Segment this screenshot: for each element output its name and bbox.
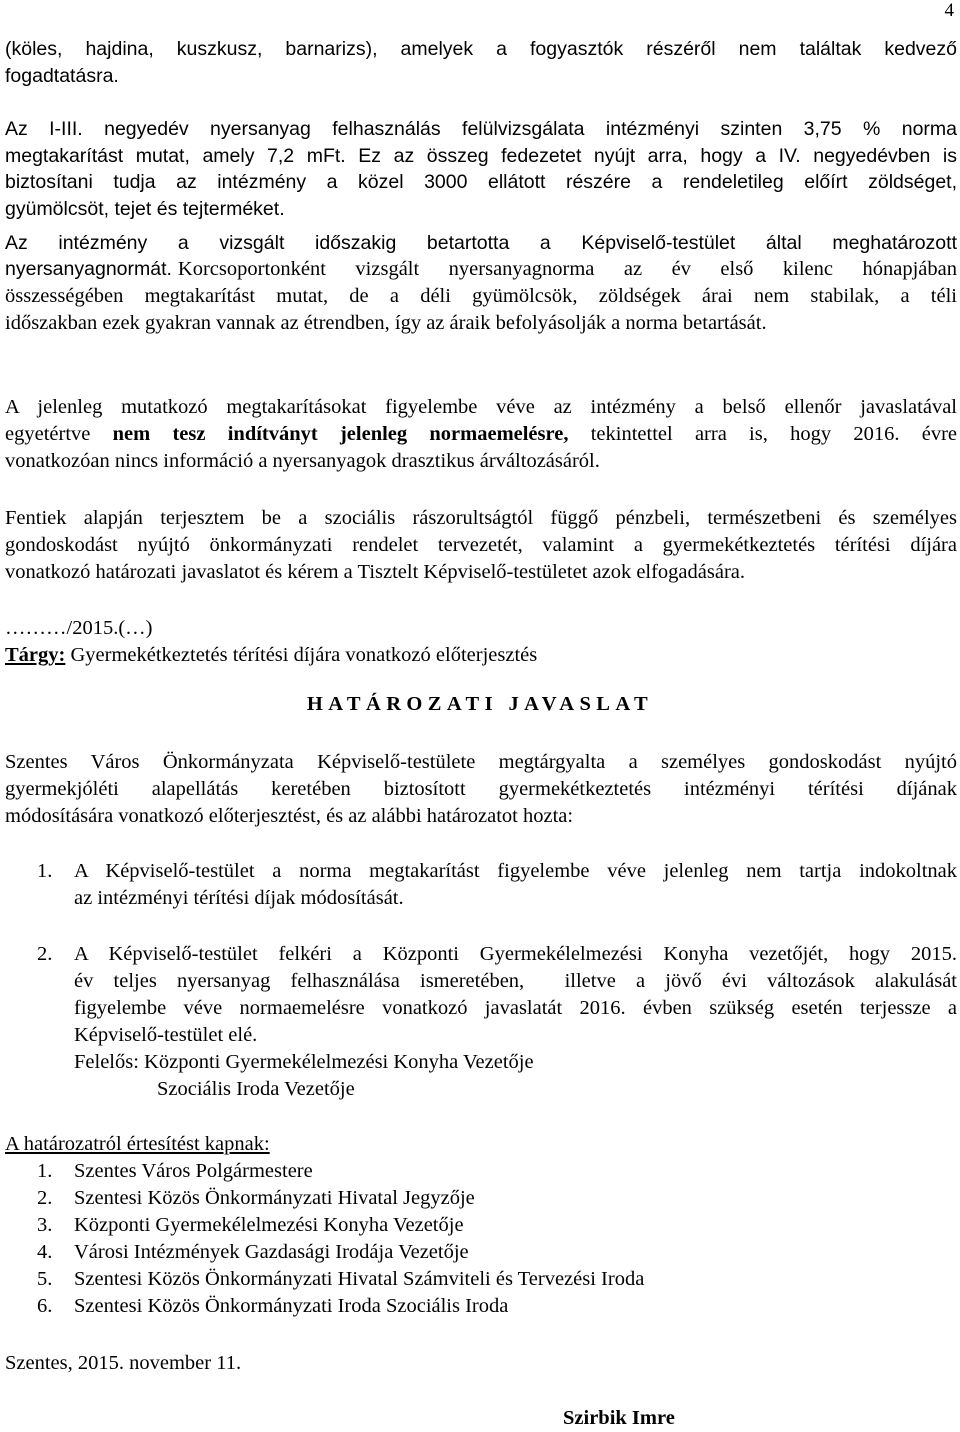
text-line: fogadtatásra. — [5, 64, 119, 87]
text-line: Szentes Város Önkormányzata Képviselő-testülete megtárgyalta a személyes gondoskodást nyújtó — [5, 751, 957, 773]
responsible-name: Központi Gyermekélelmezési Konyha Vezetője — [144, 1051, 534, 1073]
paragraph-1 — [5, 36, 957, 89]
text-line: figyelembe véve normaemelésre vonatkozó javaslatát 2016. évben szükség esetén terjessze a — [74, 997, 957, 1019]
item-number: 1. — [37, 860, 53, 882]
subject-line — [5, 642, 957, 669]
text-segment: egyetértve — [5, 423, 91, 445]
decision-item — [5, 941, 957, 1103]
text-line: A jelenleg mutatkozó megtakarításokat figyelembe véve az intézmény a belső ellenőr javaslatával — [5, 396, 957, 418]
recipient-name: Városi Intézmények Gazdasági Irodája Vezetője — [74, 1241, 469, 1263]
paragraph-3 — [5, 230, 957, 257]
text-line: az intézményi térítési díjak módosítását. — [74, 887, 404, 909]
recipient-item — [37, 1185, 475, 1212]
text-line: Az I-III. negyedév nyersanyag felhasználás felülvizsgálata intézményi szinten 3,75 % norma — [5, 118, 957, 140]
decision-item — [5, 858, 957, 912]
recipient-item — [37, 1266, 645, 1293]
text-line: megtakarítást mutat, amely 7,2 mFt. Ez az összeg fedezetet nyújt arra, hogy a IV. negyedévben is — [5, 144, 957, 167]
text-segment: tekintettel arra is, hogy 2016. évre — [590, 423, 958, 445]
resolution-number: ………/2015.(…) — [5, 617, 153, 639]
responsible-line — [74, 1049, 957, 1076]
item-number: 6. — [37, 1295, 53, 1317]
item-number: 5. — [37, 1268, 53, 1290]
recipients-heading-text: A határozatról értesítést kapnak: — [5, 1133, 270, 1155]
text-segment: nyersanyagnormát. — [5, 258, 172, 280]
recipient-name: Szentes Város Polgármestere — [74, 1160, 313, 1182]
item-number: 2. — [37, 943, 53, 965]
recipient-item — [37, 1212, 464, 1239]
recipient-name: Központi Gyermekélelmezési Konyha Vezetője — [74, 1214, 464, 1236]
text-line: Képviselő-testület elé. — [74, 1024, 258, 1046]
text-line: biztosítani tudja az intézmény a közel 3000 ellátott részére a rendeletileg előírt zöldséget, — [5, 171, 957, 194]
text-line: A Képviselő-testület felkéri a Központi Gyermekélelmezési Konyha vezetőjét, hogy 2015. — [74, 943, 957, 965]
document-title: HATÁROZATI JAVASLAT — [306, 693, 654, 715]
paragraph-3-line-2 — [5, 256, 957, 283]
text-line — [5, 421, 957, 448]
item-number: 4. — [37, 1241, 53, 1263]
text-line: (köles, hajdina, kuszkusz, barnarizs), amelyek a fogyasztók részéről nem találtak kedvező — [5, 38, 957, 60]
recipient-name: Szentesi Közös Önkormányzati Hivatal Számviteli és Tervezési Iroda — [74, 1268, 645, 1290]
subject-label: Tárgy: — [5, 644, 66, 666]
responsible-name-2: Szociális Iroda Vezetője — [157, 1078, 355, 1100]
item-number: 2. — [37, 1187, 53, 1209]
responsible-label: Felelős: — [74, 1051, 139, 1073]
recipient-item — [37, 1293, 509, 1320]
text-line: év teljes nyersanyag felhasználása ismeretében, illetve a jövő évi változások alakulását — [74, 970, 957, 992]
text-line: vonatkozó határozati javaslatot és kérem a Tisztelt Képviselő-testületet azok elfogadására. — [5, 561, 746, 583]
text-line: módosítására vonatkozó előterjesztést, és az alábbi határozatot hozta: — [5, 805, 574, 827]
bold-statement: nem tesz indítványt jelenleg normaemelésre, — [112, 423, 569, 445]
recipient-name: Szentesi Közös Önkormányzati Hivatal Jegyzője — [74, 1187, 475, 1209]
paragraph-4 — [5, 394, 957, 475]
text-line: A Képviselő-testület a norma megtakarítást figyelembe véve jelenleg nem tartja indokoltnak — [74, 860, 957, 882]
text-line: gyermekjóléti alapellátás keretében biztosított gyermekétkeztetés intézményi térítési díjának — [5, 778, 957, 800]
text-line: időszakban ezek gyakran vannak az étrendben, így az áraik befolyásolják a norma betartását. — [5, 312, 767, 334]
signature-name: Szirbik Imre — [563, 1407, 675, 1429]
text-line: gyümölcsöt, tejet és tejterméket. — [5, 197, 285, 220]
recipients-heading — [5, 1131, 957, 1158]
recipient-item — [37, 1158, 313, 1185]
recipient-item — [37, 1239, 469, 1266]
paragraph-5 — [5, 505, 957, 586]
text-line: vonatkozóan nincs információ a nyersanyagok drasztikus árváltozásáról. — [5, 450, 600, 472]
item-number: 3. — [37, 1214, 53, 1236]
text-line: gondoskodást nyújtó önkormányzati rendelet tervezetét, valamint a gyermekétkeztetés térítési díjára — [5, 534, 957, 556]
date-line: Szentes, 2015. november 11. — [5, 1352, 242, 1374]
text-line: Az intézmény a vizsgált időszakig betartotta a Képviselő-testület által meghatározott — [5, 232, 957, 254]
page-number: 4 — [944, 0, 954, 21]
item-number: 1. — [37, 1160, 53, 1182]
text-segment: Korcsoportonként vizsgált nyersanyagnorma az év első kilenc hónapjában — [177, 258, 957, 280]
resolution-intro — [5, 749, 957, 830]
text-line: összességében megtakarítást mutat, de a déli gyümölcsök, zöldségek árai nem stabilak, a téli — [5, 285, 957, 307]
recipient-name: Szentesi Közös Önkormányzati Iroda Szociális Iroda — [74, 1295, 509, 1317]
text-line: Fentiek alapján terjesztem be a szociális rászorultságtól függő pénzbeli, természetbeni és személyes — [5, 507, 957, 529]
subject-text: Gyermekétkeztetés térítési díjára vonatkozó előterjesztés — [70, 644, 538, 666]
paragraph-2 — [5, 116, 957, 222]
paragraph-3-cont — [5, 283, 957, 337]
